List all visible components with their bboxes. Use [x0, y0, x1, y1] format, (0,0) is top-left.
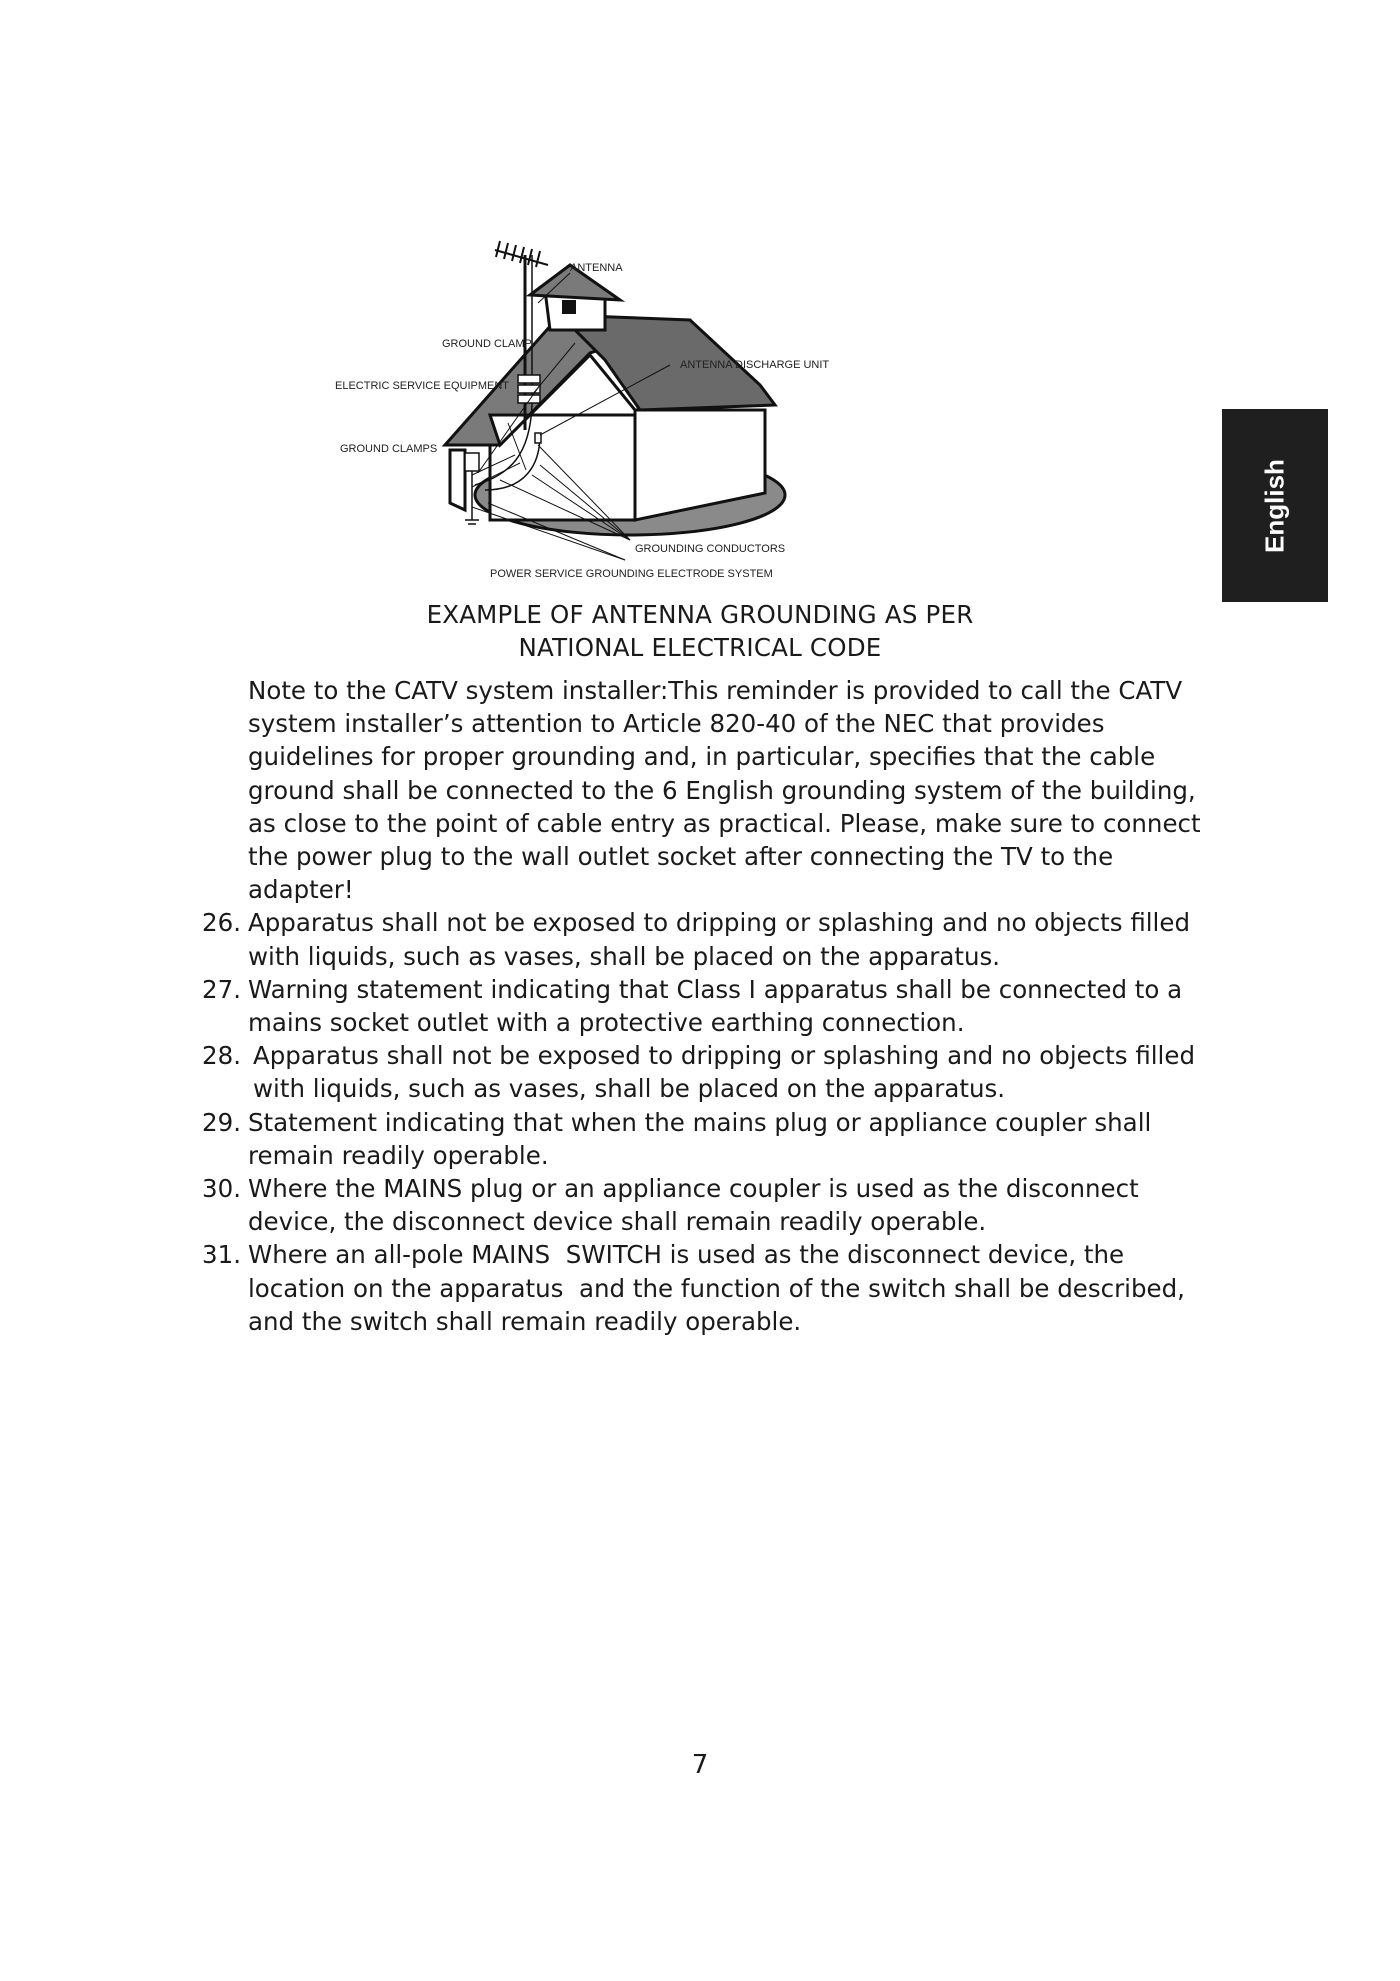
item-text: Warning statement indicating that Class I apparatus shall be connected to a mains socket outlet with a protective earthing connection. [248, 974, 1183, 1038]
caption-line-2: NATIONAL ELECTRICAL CODE [518, 633, 882, 662]
list-item [202, 1039, 1208, 1105]
item-number: 26. [202, 908, 241, 938]
label-grounding-conductors: GROUNDING CONDUCTORS [635, 543, 786, 555]
page-number: 7 [691, 1750, 709, 1780]
item-number: 31. [202, 1240, 241, 1270]
item-number: 30. [202, 1174, 241, 1204]
label-antenna-discharge-unit: ANTENNA DISCHARGE UNIT [680, 359, 830, 371]
antenna-elements [496, 241, 540, 267]
chimney-window [562, 300, 576, 314]
antenna-grounding-diagram [335, 235, 1010, 595]
language-tab-label: English [1259, 458, 1290, 553]
caption-line-1: EXAMPLE OF ANTENNA GROUNDING AS PER [426, 600, 974, 629]
list-item [202, 1172, 1208, 1238]
label-ground-clamp: GROUND CLAMP [442, 338, 532, 350]
list-item [202, 1238, 1208, 1338]
house-illustration [335, 235, 1010, 595]
item-text: Where the MAINS plug or an appliance coupler is used as the disconnect device, the disconnect device shall remain readily operable. [248, 1174, 1139, 1237]
item-text: Apparatus shall not be exposed to dripping or splashing and no objects filled with liquids, such as vases, shall be placed on the apparatus. [248, 908, 1190, 971]
list-item [202, 906, 1208, 972]
label-ground-clamps: GROUND CLAMPS [340, 443, 438, 455]
mast-bracket-1 [518, 375, 540, 383]
item-number: 28. [202, 1041, 241, 1071]
electric-service-box [465, 453, 479, 471]
language-tab [1222, 409, 1328, 602]
item-number: 29. [202, 1107, 241, 1137]
mast-bracket-3 [518, 395, 540, 403]
item-text: Statement indicating that when the mains plug or appliance coupler shall remain readily operable. [248, 1107, 1152, 1170]
label-electric-service-equipment: ELECTRIC SERVICE EQUIPMENT [335, 380, 509, 392]
diagram-caption [350, 598, 1050, 664]
instructions-body [202, 674, 1208, 1338]
item-text: Apparatus shall not be exposed to dripping or splashing and no objects filled with liquids, such as vases, shall be placed on the apparatus. [253, 1041, 1195, 1104]
label-power-service-grounding: POWER SERVICE GROUNDING ELECTRODE SYSTEM [490, 568, 773, 580]
item-text: Where an all-pole MAINS SWITCH is used as the disconnect device, the location on the apparatus and the function of the switch shall be described, and the switch shall remain readily operable. [248, 1240, 1193, 1336]
list-item [202, 1106, 1208, 1172]
list-item [202, 973, 1208, 1039]
item-number: 27. [202, 974, 241, 1004]
label-antenna: ANTENNA [570, 262, 623, 274]
house-left-gable-wall [450, 450, 465, 510]
catv-installer-note: Note to the CATV system installer:This reminder is provided to call the CATV system installer’s attention to Article 820-40 of the NEC that provides guidelines for proper grounding and, in particular, specifies that the cable ground shall be connected to the 6 English grounding system of the building, as close to the point of cable entry as practical. Please, make sure to connect the power plug to the wall outlet socket after connecting the TV to the adapter! [248, 676, 1201, 905]
